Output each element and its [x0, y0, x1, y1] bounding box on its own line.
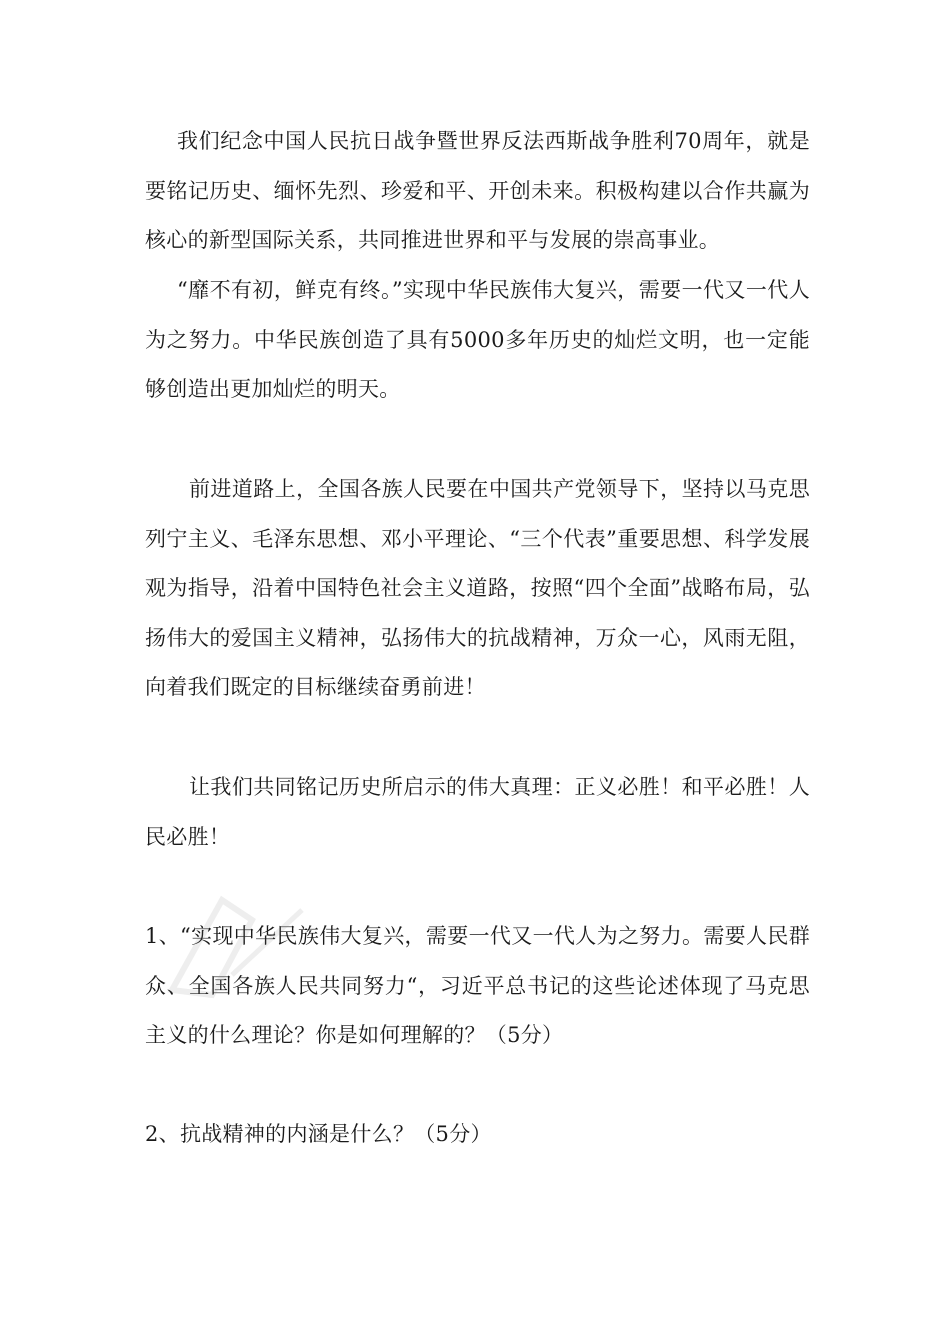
paragraph-truth: 让我们共同铭记历史所启示的伟大真理：正义必胜！和平必胜！人民必胜！ [145, 775, 810, 849]
paragraph-commemoration: 我们纪念中国人民抗日战争暨世界反法西斯战争胜利70周年，就是要铭记历史、缅怀先烈、珍爱和平、开创未来。积极构建以合作共赢为核心的新型国际关系，共同推进世界和平与发展的崇高事业。 [145, 129, 810, 252]
paragraph-rejuvenation: “靡不有初，鲜克有终。”实现中华民族伟大复兴，需要一代又一代人为之努力。中华民族创造了具有5000多年历史的灿烂文明，也一定能够创造出更加灿烂的明天。 [145, 278, 810, 401]
question-1: 1、“实现中华民族伟大复兴，需要一代又一代人为之努力。需要人民群众、全国各族人民共同努力“，习近平总书记的这些论述体现了马克思主义的什么理论？你是如何理解的？（5分） [145, 924, 810, 1047]
question-2: 2、抗战精神的内涵是什么？（5分） [145, 1122, 492, 1146]
paragraph-forward-path: 前进道路上，全国各族人民要在中国共产党领导下，坚持以马克思列宁主义、毛泽东思想、邓小平理论、“三个代表”重要思想、科学发展观为指导，沿着中国特色社会主义道路，按照“四个全面”战略布局，弘扬伟大的爱国主义精神，弘扬伟大的抗战精神，万众一心，风雨无阻，向着我们既定的目标继续奋勇前进！ [145, 477, 810, 699]
